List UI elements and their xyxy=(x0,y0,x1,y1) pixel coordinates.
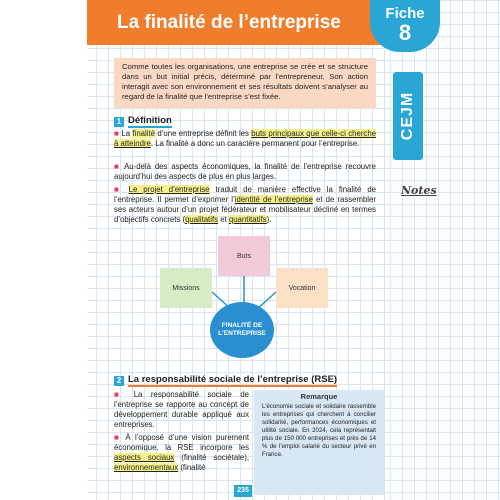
bullet-icon: ■ xyxy=(114,129,120,138)
definition-paragraph-1 xyxy=(114,129,376,149)
fiche-number: 8 xyxy=(398,20,412,45)
text-run: À l’opposé d’une vision purement économique, la RSE incorpore les xyxy=(114,433,249,452)
page-title: La finalité de l’entreprise xyxy=(117,12,341,33)
highlight-identite: identité de l’entreprise xyxy=(234,195,313,204)
text-run: d’une entreprise définit les xyxy=(154,129,252,138)
text-run: traduit de manière effective la finalité de l’entreprise. Il permet d’exprimer l’ xyxy=(114,185,376,204)
intro-box xyxy=(114,58,376,108)
highlight-projet: Le projet d’entreprise xyxy=(128,185,210,194)
node-buts: Buts xyxy=(218,236,270,276)
highlight-buts-principaux: buts principaux que celle-ci cherche à atteindre xyxy=(114,129,376,148)
text-run: (finalité sociétale), xyxy=(174,453,249,462)
highlight-qualitatifs: qualitatifs xyxy=(185,215,219,224)
finalite-diagram xyxy=(150,232,340,357)
highlight-environnementaux: environnementaux xyxy=(114,463,179,472)
left-page-margin xyxy=(0,0,87,500)
remark-title: Remarque xyxy=(300,392,338,401)
text-run: . La finalité a donc un caractère permanent pour l’entreprise. xyxy=(150,139,360,148)
definition-paragraph-2 xyxy=(114,162,376,182)
text-run: Au-delà des aspects économiques, la finalité de l’entreprise recouvre aujourd’hui des aspects de plus en plus larges. xyxy=(114,162,376,181)
highlight-quantitatifs: quantitatifs xyxy=(228,215,267,224)
bullet-icon: ■ xyxy=(114,162,121,171)
rse-paragraph-2 xyxy=(114,433,249,473)
section-2-number: 2 xyxy=(114,376,124,386)
fiche-label: Fiche xyxy=(385,5,425,22)
definition-paragraph-3 xyxy=(114,185,376,225)
cejm-label: CEJM xyxy=(399,91,416,141)
section-1-number: 1 xyxy=(114,117,124,127)
fiche-badge xyxy=(370,0,440,52)
text-run: et xyxy=(218,215,229,224)
text-run: et de rassembler ses acteurs autour d’un projet fédérateur et mobilisateur décliné en termes d’objectifs concrets ( xyxy=(114,195,376,224)
section-2-heading xyxy=(114,374,337,387)
text-run: (finalité xyxy=(178,463,206,472)
bullet-icon: ■ xyxy=(114,390,126,399)
highlight-aspects-sociaux: aspects sociaux xyxy=(114,453,175,462)
notes-label: Notes xyxy=(401,184,437,197)
bullet-icon: ■ xyxy=(114,185,123,194)
node-finalite: FINALITÉ DE L’ENTREPRISE xyxy=(210,302,274,358)
node-vocation: Vocation xyxy=(276,268,328,308)
header-banner xyxy=(87,0,390,45)
remark-box xyxy=(254,390,384,495)
text-run: La xyxy=(121,129,133,138)
node-missions: Missions xyxy=(160,268,212,308)
highlight-finalite: finalité xyxy=(132,129,155,138)
intro-text: Comme toutes les organisations, une entreprise se crée et se structure dans un but initial précis, déterminé par l’entrepreneur. Son action interagit avec son environnement et ses résultats doivent s’analyser au regard de la finalité que l’entreprise s’est fixée. xyxy=(122,62,368,101)
bullet-icon: ■ xyxy=(114,433,122,442)
text-run: ). xyxy=(266,215,272,224)
text-run: La responsabilité sociale de l’entreprise se rapporte au concept de développement durable appliqué aux entreprises. xyxy=(114,390,249,429)
remark-text: L’économie sociale et solidaire rassemble les entreprises qui cherchent à concilier solidarité, performances économiques et utilité sociale. En 2024, cela représentait plus de 150 000 entreprises et près de 14 % de l’emploi salarié du secteur privé en France. xyxy=(262,403,376,458)
section-1-title: Définition xyxy=(128,115,172,126)
rse-paragraph-1 xyxy=(114,390,249,430)
page-number: 235 xyxy=(234,485,252,497)
cejm-side-tab xyxy=(393,72,423,160)
section-1-heading xyxy=(114,115,172,128)
section-2-title: La responsabilité sociale de l’entreprise (RSE) xyxy=(128,374,338,385)
